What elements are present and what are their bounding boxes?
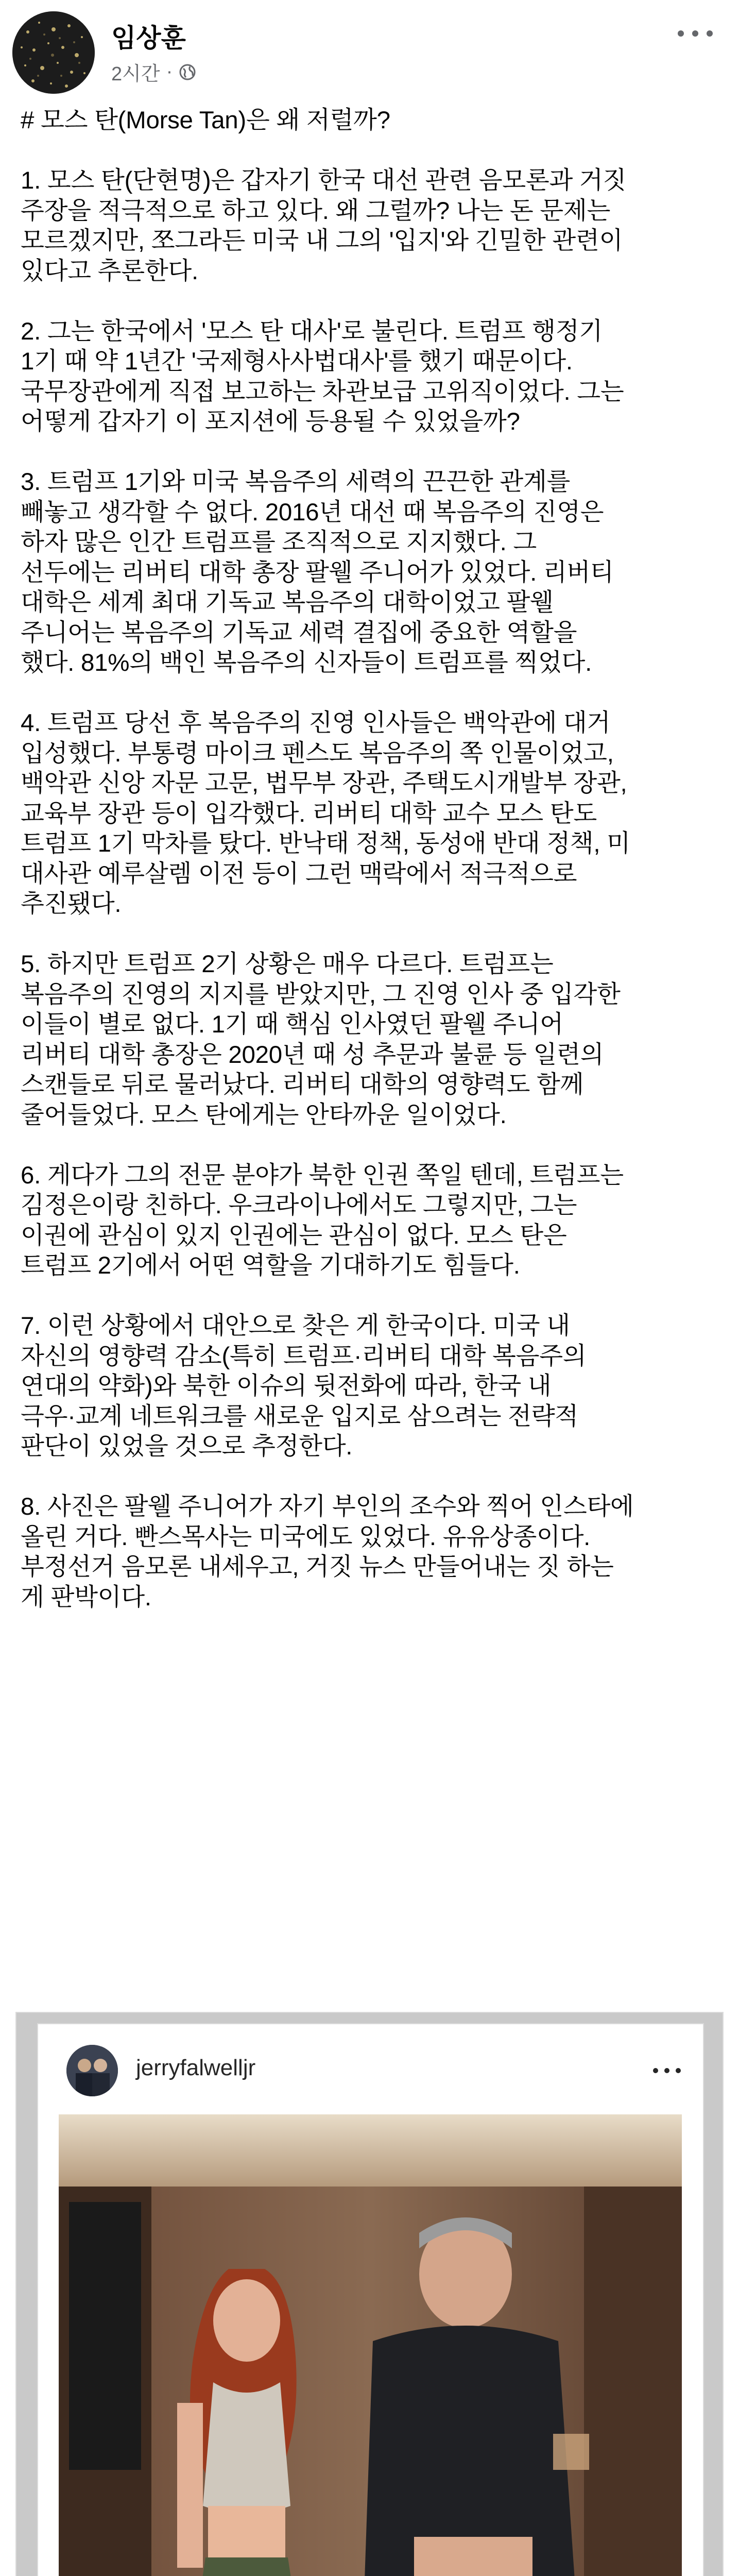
post-text-line: 선두에는 리버티 대학 총장 팔웰 주니어가 있었다. 리버티	[21, 558, 614, 586]
paragraph-gap	[21, 679, 721, 709]
embedded-instagram-screenshot[interactable]	[15, 2012, 724, 2576]
post-text-line: 이들이 별로 없다. 1기 때 핵심 인사였던 팔웰 주니어	[21, 1011, 563, 1038]
author-name[interactable]: 임상훈	[111, 24, 186, 53]
meta-separator: ·	[166, 61, 173, 82]
post-text-line: 2. 그는 한국에서 '모스 탄 대사'로 불린다. 트럼프 행정기	[21, 317, 603, 345]
post-text-line: 8. 사진은 팔웰 주니어가 자기 부인의 조수와 찍어 인스타에	[21, 1493, 634, 1520]
post-text-line: 3. 트럼프 1기와 미국 복음주의 세력의 끈끈한 관계를	[21, 468, 571, 496]
post-header	[9, 6, 730, 99]
paragraph-gap	[21, 136, 721, 166]
post-text-line: 어떻게 갑자기 이 포지션에 등용될 수 있었을까?	[21, 408, 520, 435]
post-text-line: 대사관 예루살렘 이전 등이 그런 맥락에서 적극적으로	[21, 860, 577, 888]
post-text-line: 국무장관에게 직접 보고하는 차관보급 고위직이었다. 그는	[21, 378, 624, 405]
post-text-line: 줄어들었다. 모스 탄에게는 안타까운 일이었다.	[21, 1101, 507, 1129]
paragraph-gap	[21, 1281, 721, 1312]
post-body	[21, 106, 721, 1613]
post-text-line: 트럼프 2기에서 어떤 역할을 기대하기도 힘들다.	[21, 1252, 520, 1279]
post-text-line: 극우·교계 네트워크를 새로운 입지로 삼으려는 전략적	[21, 1402, 578, 1430]
post-text-line: 1기 때 약 1년간 '국제형사사법대사'를 했기 때문이다.	[21, 348, 573, 375]
post-text-line: 게 판박이다.	[21, 1583, 151, 1611]
author-avatar[interactable]	[12, 11, 95, 94]
post-text-line: 4. 트럼프 당선 후 복음주의 진영 인사들은 백악관에 대거	[21, 709, 611, 737]
post-text-line: 교육부 장관 등이 입각했다. 리버티 대학 교수 모스 탄도	[21, 800, 597, 827]
avatar-image	[12, 11, 95, 94]
post-text-line: 했다. 81%의 백인 복음주의 신자들이 트럼프를 찍었다.	[21, 649, 592, 676]
paragraph-gap	[21, 920, 721, 950]
post-text-line: 5. 하지만 트럼프 2기 상황은 매우 다르다. 트럼프는	[21, 951, 554, 978]
post-text-line: 6. 게다가 그의 전문 분야가 북한 인권 쪽일 텐데, 트럼프는	[21, 1161, 624, 1189]
ig-username: jerryfalwelljr	[136, 2055, 256, 2080]
paragraph-gap	[21, 286, 721, 317]
paragraph-gap	[21, 437, 721, 468]
post-text-line: 하자 많은 인간 트럼프를 조직적으로 지지했다. 그	[21, 529, 537, 556]
post-text-line: 판단이 있었을 것으로 추정한다.	[21, 1433, 353, 1460]
post-text-line: 자신의 영향력 감소(특히 트럼프·리버티 대학 복음주의	[21, 1342, 587, 1370]
instagram-card	[37, 2023, 704, 2576]
post-text-line: 백악관 신앙 자문 고문, 법무부 장관, 주택도시개발부 장관,	[21, 770, 627, 797]
post-text-line: 빼놓고 생각할 수 없다. 2016년 대선 때 복음주의 진영은	[21, 498, 604, 526]
post-text-line: 모르겠지만, 쪼그라든 미국 내 그의 '입지'와 긴밀한 관련이	[21, 227, 623, 255]
post-meta	[111, 58, 196, 86]
ig-photo	[59, 2114, 682, 2576]
post-text-line: 1. 모스 탄(단현명)은 갑자기 한국 대선 관련 음모론과 거짓	[21, 167, 627, 194]
post-text-line: 트럼프 1기 막차를 탔다. 반낙태 정책, 동성애 반대 정책, 미	[21, 830, 630, 857]
post-text-line: # 모스 탄(Morse Tan)은 왜 저럴까?	[21, 107, 390, 134]
ellipsis-icon	[651, 2066, 682, 2075]
post-text-line: 김정은이랑 친하다. 우크라이나에서도 그렇지만, 그는	[21, 1192, 577, 1219]
post-time[interactable]: 2시간	[111, 63, 160, 85]
ig-header	[38, 2024, 703, 2112]
post-text-line: 스캔들로 뒤로 물러났다. 리버티 대학의 영향력도 함께	[21, 1071, 584, 1098]
post-text-line: 있다고 추론한다.	[21, 257, 198, 285]
post-text-line: 연대의 약화)와 북한 이슈의 뒷전화에 따라, 한국 내	[21, 1372, 552, 1400]
post-text-line: 올린 거다. 빤스목사는 미국에도 있었다. 유유상종이다.	[21, 1523, 591, 1551]
post-text-line: 리버티 대학 총장은 2020년 때 성 추문과 불륜 등 일련의	[21, 1041, 604, 1069]
paragraph-gap	[21, 1130, 721, 1161]
post-text-line: 입성했다. 부통령 마이크 펜스도 복음주의 쪽 인물이었고,	[21, 739, 614, 767]
post-text-line: 주니어는 복음주의 기독교 세력 결집에 중요한 역할을	[21, 619, 577, 647]
post-text-line: 추진됐다.	[21, 890, 122, 918]
post-text-line: 이권에 관심이 있지 인권에는 관심이 없다. 모스 탄은	[21, 1222, 567, 1249]
ellipsis-icon[interactable]	[675, 26, 716, 41]
post-text-line: 7. 이런 상황에서 대안으로 찾은 게 한국이다. 미국 내	[21, 1312, 570, 1340]
post-text-line: 대학은 세계 최대 기독교 복음주의 대학이었고 팔웰	[21, 589, 554, 616]
post-text-line: 주장을 적극적으로 하고 있다. 왜 그럴까? 나는 돈 문제는	[21, 197, 611, 225]
paragraph-gap	[21, 1462, 721, 1493]
globe-icon	[179, 63, 196, 81]
ig-avatar	[66, 2045, 118, 2096]
post-text-line: 부정선거 음모론 내세우고, 거짓 뉴스 만들어내는 짓 하는	[21, 1553, 614, 1581]
post-text-line: 복음주의 진영의 지지를 받았지만, 그 진영 인사 중 입각한	[21, 980, 621, 1008]
